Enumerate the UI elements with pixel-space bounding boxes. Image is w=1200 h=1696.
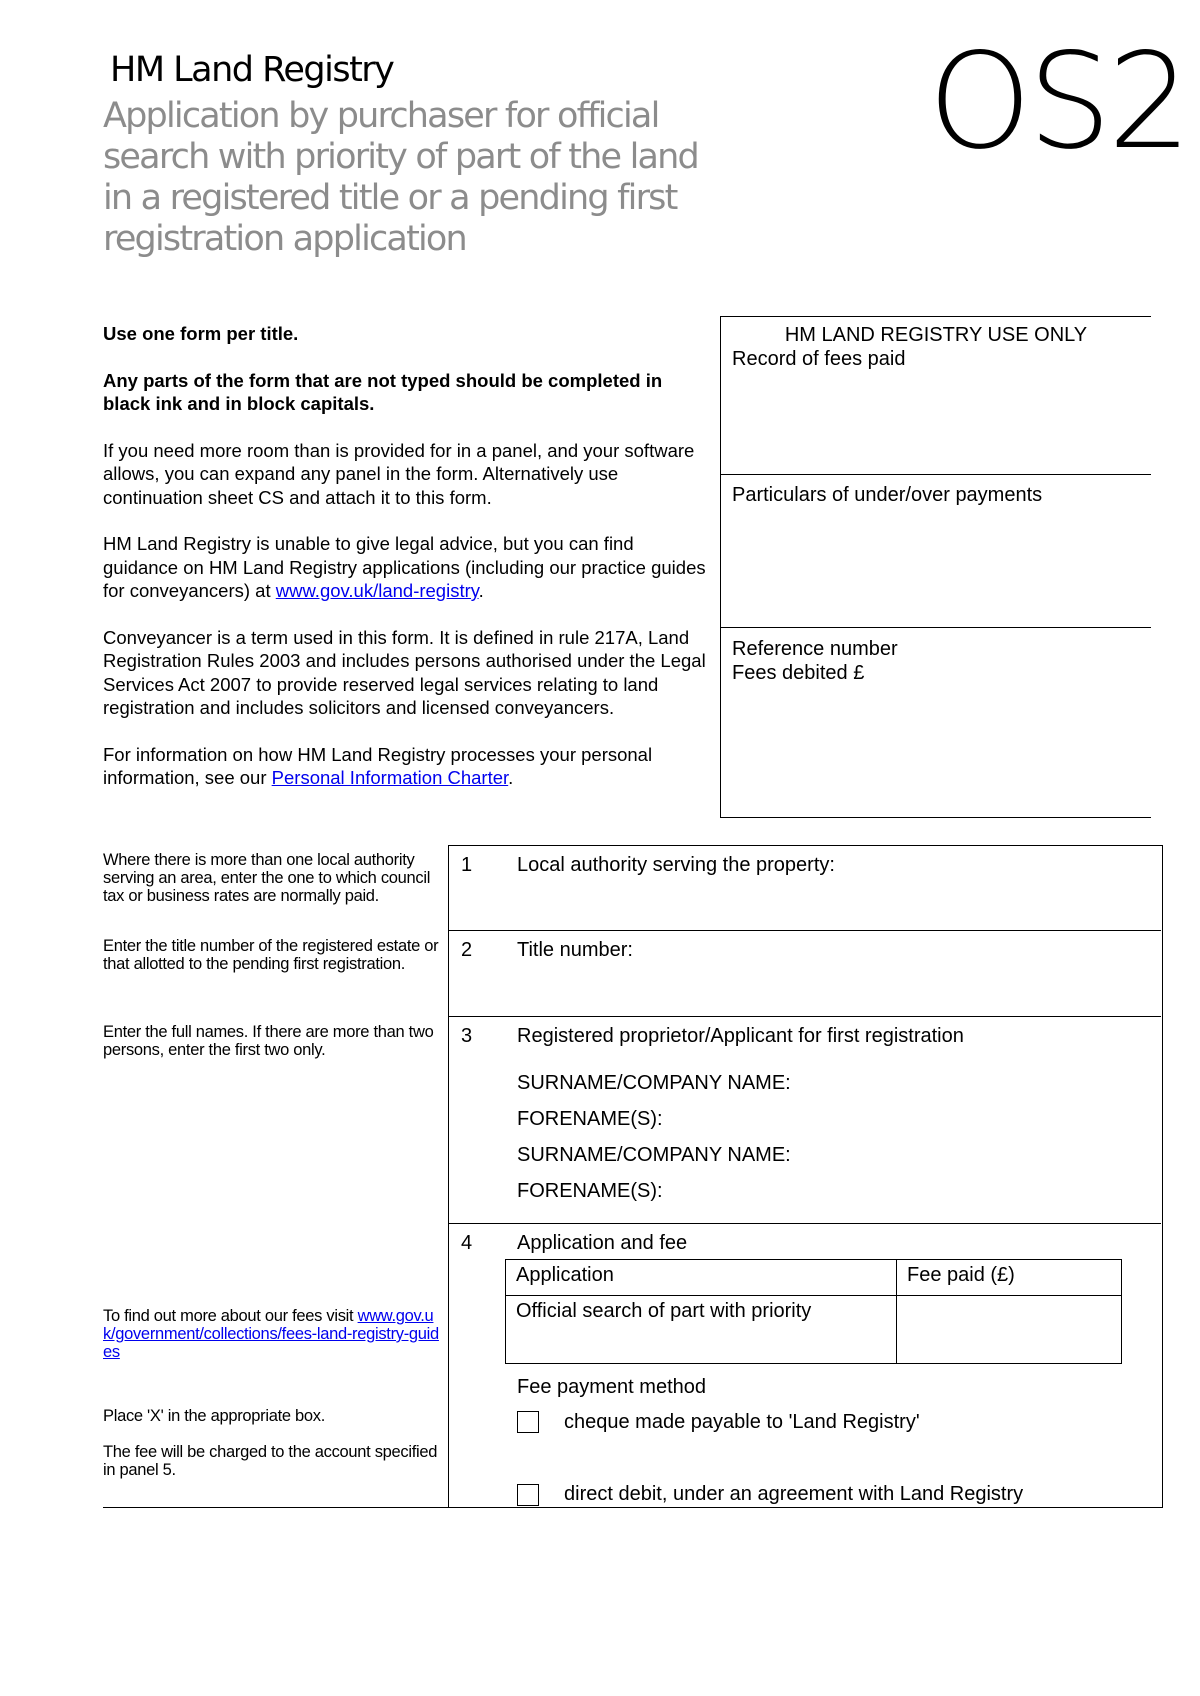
fees-guides-link[interactable]: www.gov.uk/government/collections/fees-land-registry-guides	[103, 1307, 439, 1361]
fee-table	[505, 1259, 1122, 1364]
form-code: OS2	[928, 25, 1188, 179]
office-particulars-section	[721, 475, 1151, 628]
record-fees-label: Record of fees paid	[732, 348, 906, 370]
fee-table-header-fee: Fee paid (£)	[897, 1260, 1122, 1296]
form-title-line-3: in a registered title or a pending first	[103, 178, 677, 218]
office-use-heading: HM LAND REGISTRY USE ONLY	[784, 324, 1088, 346]
note-place-x: Place 'X' in the appropriate box.	[103, 1407, 326, 1425]
panel-2-number: 2	[461, 939, 473, 961]
panel-1-title: Local authority serving the property:	[517, 854, 835, 876]
panel-4-number: 4	[461, 1232, 473, 1254]
intro-conveyancer: Conveyancer is a term used in this form. It is defined in rule 217A, Land Registration Rules 2003 and includes persons authorised under the Legal Services Act 2007 to provide reserved legal services relating to land registration and includes solicitors and licensed conveyancers.	[103, 626, 706, 718]
intro-legal-advice-end: .	[478, 580, 484, 601]
panel-3-number: 3	[461, 1025, 473, 1047]
panel-1-number: 1	[461, 854, 473, 876]
particulars-label: Particulars of under/over payments	[732, 484, 1043, 506]
intro-personal-info-end: .	[508, 767, 514, 788]
brand-name: HM Land Registry	[110, 50, 394, 90]
form-panels	[448, 845, 1163, 1507]
fee-payment-method-label: Fee payment method	[517, 1376, 706, 1398]
panel-3-title: Registered proprietor/Applicant for first registration	[517, 1025, 964, 1047]
intro-personal-info	[103, 743, 713, 790]
note-local-authority: Where there is more than one local authority serving an area, enter the one to which council tax or business rates are normally paid.	[103, 851, 431, 905]
form-bottom-rule	[103, 1507, 1163, 1508]
fees-debited-label: Fees debited £	[732, 662, 865, 684]
office-fees-section	[721, 317, 1151, 475]
panel-4-title: Application and fee	[517, 1232, 688, 1254]
panel-3	[449, 1017, 1161, 1224]
form-title-line-4: registration application	[103, 219, 466, 259]
surname-field-1[interactable]: SURNAME/COMPANY NAME:	[517, 1072, 791, 1094]
surname-field-2[interactable]: SURNAME/COMPANY NAME:	[517, 1144, 791, 1166]
intro-legal-advice	[103, 532, 713, 603]
office-use-box	[720, 316, 1151, 818]
land-registry-link[interactable]: www.gov.uk/land-registry	[275, 580, 479, 601]
intro-one-form: Use one form per title.	[103, 323, 299, 344]
personal-information-charter-link[interactable]: Personal Information Charter	[271, 767, 509, 788]
note-full-names: Enter the full names. If there are more than two persons, enter the first two only.	[103, 1023, 434, 1059]
fee-table-header-application: Application	[506, 1260, 897, 1296]
cheque-option-label: cheque made payable to 'Land Registry'	[564, 1411, 920, 1433]
note-fees	[103, 1307, 443, 1361]
intro-more-room: If you need more room than is provided for in a panel, and your software allows, you can expand any panel in the form. Alternatively use continuation sheet CS and attach it to this form.	[103, 439, 695, 508]
panel-2-title: Title number:	[517, 939, 633, 961]
intro-instructions	[103, 322, 713, 813]
intro-legal-advice-text: HM Land Registry is unable to give legal advice, but you can find guidance on HM Land Registry applications (including our practice guides for conveyancers) at	[103, 533, 706, 601]
form-title	[103, 96, 723, 260]
forename-field-1[interactable]: FORENAME(S):	[517, 1108, 663, 1130]
panel-1	[449, 846, 1161, 931]
reference-number-label: Reference number	[732, 638, 898, 660]
fee-table-application-cell: Official search of part with priority	[506, 1296, 897, 1364]
panel-4	[449, 1224, 1161, 1506]
note-fee-account: The fee will be charged to the account specified in panel 5.	[103, 1443, 438, 1479]
office-reference-section	[721, 628, 1151, 815]
form-title-line-1: Application by purchaser for official	[103, 96, 659, 136]
panel-2	[449, 931, 1161, 1017]
fee-paid-input[interactable]	[897, 1296, 1122, 1364]
direct-debit-checkbox[interactable]	[517, 1484, 539, 1506]
form-title-line-2: search with priority of part of the land	[103, 137, 698, 177]
note-fees-text: To find out more about our fees visit	[103, 1307, 358, 1325]
forename-field-2[interactable]: FORENAME(S):	[517, 1180, 663, 1202]
intro-black-ink: Any parts of the form that are not typed should be completed in black ink and in block capitals.	[103, 369, 663, 414]
cheque-checkbox[interactable]	[517, 1411, 539, 1433]
direct-debit-option-label: direct debit, under an agreement with Land Registry	[564, 1483, 1024, 1505]
note-title-number: Enter the title number of the registered estate or that allotted to the pending first registration.	[103, 937, 439, 973]
intro-personal-info-text: For information on how HM Land Registry processes your personal information, see our	[103, 743, 653, 788]
